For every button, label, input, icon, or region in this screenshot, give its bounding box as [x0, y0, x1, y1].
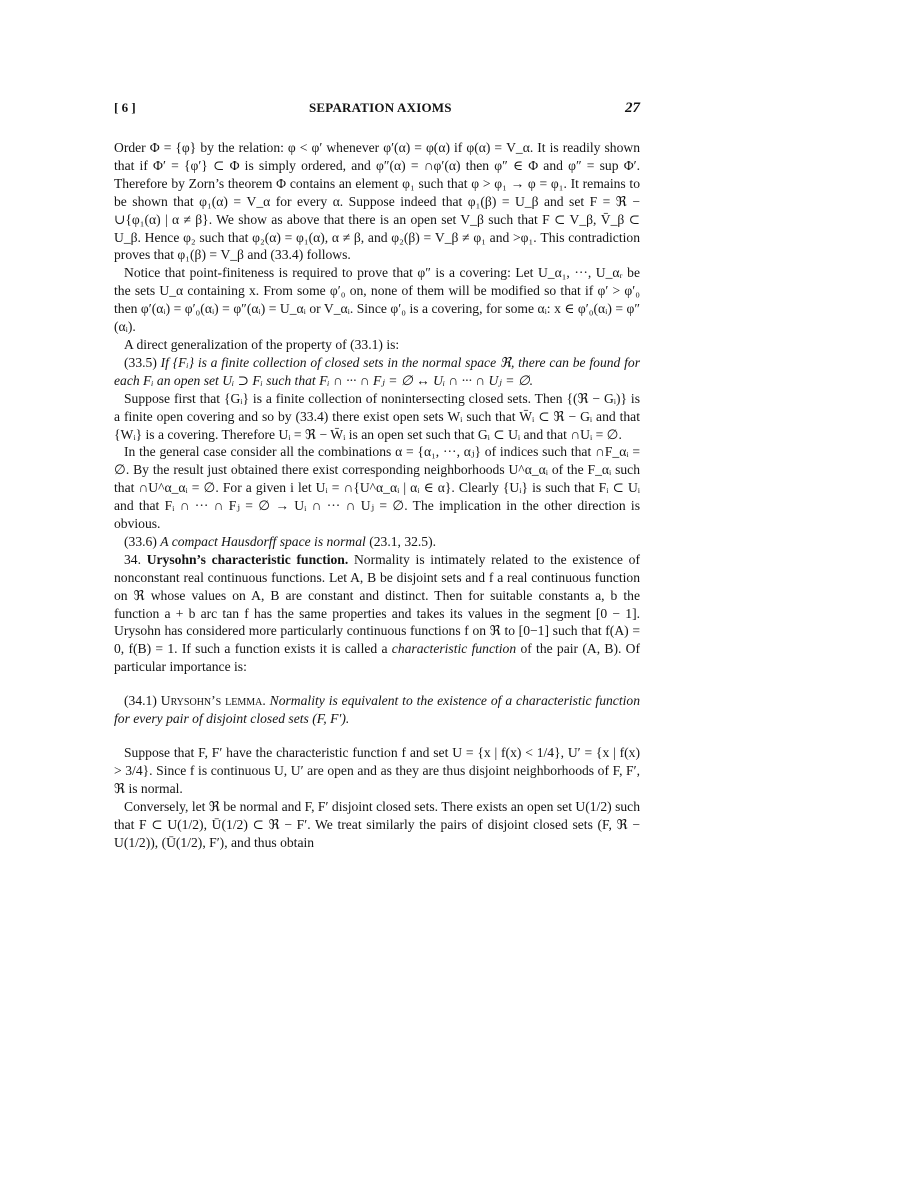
section-number: 34. — [124, 551, 141, 567]
section-body-tail: of the pair (A, B). Of particular importance is: — [114, 641, 641, 675]
paragraph-zorn-argument: Order Φ = {φ} by the relation: φ < φ′ whenever φ′(α) = φ(α) if φ(α) = V_α. It is readily shown that if Φ′ = {φ′} ⊂ Φ is simply ordered, and φ″(α) = ∩φ′(α) then φ″ ∈ Φ and φ″ = sup Φ′. Therefore by Zorn’s theorem Φ contains an element φ₁ such that φ > φ₁ → φ = φ₁. It remains to be shown that φ₁(α) = V_α for every α. Suppose indeed that φ₁(β) = U_β and set F = ℜ − ∪{φ₁(α) | α ≠ β}. We show as above that there is an open set V_β such that F ⊂ V_β, V̄_β ⊂ U_β. Hence φ₂ such that φ₂(α) = φ₁(α), α ≠ β, and φ₂(β) = V_β ≠ φ₁ and >φ₁. This contradiction proves that φ₁(β) = V_β and (33.4) follows. — [114, 140, 640, 263]
lemma-statement: Normality is equivalent to the existence of a characteristic function for every pair of disjoint closed sets (F, F′). — [114, 693, 640, 727]
running-title: SEPARATION AXIOMS — [308, 100, 452, 115]
paragraph-generalization-intro: A direct generalization of the property of (33.1) is: — [124, 336, 400, 352]
section-body: Normality is intimately related to the existence of nonconstant real continuous functions. Let A, B be disjoint sets and f a real continuous function on ℜ whose values on A, B are constant and distinct. Then for suitable constants a, b the function a + b arc tan f has the same properties and takes its values in the segment [0 − 1]. Urysohn has considered more particularly continuous functions f on ℜ to [0−1] such that f(A) = 0, f(B) = 1. If such a function exists it is called a — [114, 551, 640, 657]
theorem-33-6 — [114, 533, 640, 551]
paragraph-proof-sufficiency: Suppose that F, F′ have the characteristic function f and set U = {x | f(x) < 1/4}, U′ = {x | f(x) > 3/4}. Since f is continuous U, U′ are open and as they are thus disjoint neighborhoods of F, F′, ℜ is normal. — [114, 745, 640, 796]
theorem-33-5 — [114, 354, 640, 390]
page-number: 27 — [624, 100, 640, 116]
lemma-34-1 — [114, 692, 640, 728]
theorem-statement: A compact Hausdorff space is normal — [160, 533, 366, 549]
paragraph-point-finiteness: Notice that point-finiteness is required to prove that φ″ is a covering: Let U_α₁, ···, U_αᵣ be the sets U_α containing x. From some φ′₀ on, none of them will be modified so that if φ′ > φ′₀ then φ′(αᵢ) = φ′₀(αᵢ) = φ″(αᵢ) = U_αᵢ or V_αᵢ. Since φ′₀ is a covering, for some αᵢ: x ∈ φ′₀(αᵢ) = φ″(αᵢ). — [114, 265, 640, 335]
running-header — [114, 100, 640, 117]
theorem-label: (33.5) — [124, 354, 157, 370]
theorem-reference: (23.1, 32.5). — [369, 533, 437, 549]
section-34-urysohn-function — [114, 551, 640, 676]
paragraph-proof-necessity: Conversely, let ℜ be normal and F, F′ disjoint closed sets. There exists an open set U(1/2) such that F ⊂ U(1/2), Ū(1/2) ⊂ ℜ − F′. We treat similarly the pairs of disjoint closed sets (F, ℜ − U(1/2)), (Ū(1/2), F′), and thus obtain — [114, 798, 640, 850]
theorem-label: (33.6) — [124, 533, 157, 549]
section-heading: Urysohn’s characteristic function. — [146, 551, 349, 567]
lemma-label: (34.1) — [124, 693, 157, 709]
paragraph-proof-nonintersecting: Suppose first that {Gᵢ} is a finite collection of nonintersecting closed sets. Then {(ℜ − Gᵢ)} is a finite open covering and so by (33.4) there exist open sets Wᵢ such that W̄ᵢ ⊂ ℜ − Gᵢ and that {Wᵢ} is a covering. Therefore Uᵢ = ℜ − W̄ᵢ is an open set such that Gᵢ ⊂ Uᵢ and that ∩Uᵢ = ∅. — [114, 390, 640, 442]
defined-term: characteristic function — [391, 641, 517, 657]
section-marker: [ 6 ] — [114, 100, 136, 115]
page — [114, 100, 640, 851]
lemma-name: Urysohn’s lemma. — [160, 693, 266, 709]
paragraph-proof-general-case: In the general case consider all the combinations α = {α₁, ···, αⱼ} of indices such that ∩F_αᵢ = ∅. By the result just obtained there exist corresponding neighborhoods U^α_αᵢ of the F_αᵢ such that ∩U^α_αᵢ = ∅. For a given i let Uᵢ = ∩{U^α_αᵢ | αᵢ ∈ α}. Clearly {Uᵢ} is such that Fᵢ ⊂ Uᵢ and that Fᵢ ∩ ··· ∩ Fⱼ = ∅ → Uᵢ ∩ ··· ∩ Uⱼ = ∅. The implication in the other direction is obvious. — [114, 444, 640, 532]
theorem-statement: If {Fᵢ} is a finite collection of closed sets in the normal space ℜ, there can be found for each Fᵢ an open set Uᵢ ⊃ Fᵢ such that Fᵢ ∩ ··· ∩ Fⱼ = ∅ ↔ Uᵢ ∩ ··· ∩ Uⱼ = ∅. — [114, 354, 640, 388]
